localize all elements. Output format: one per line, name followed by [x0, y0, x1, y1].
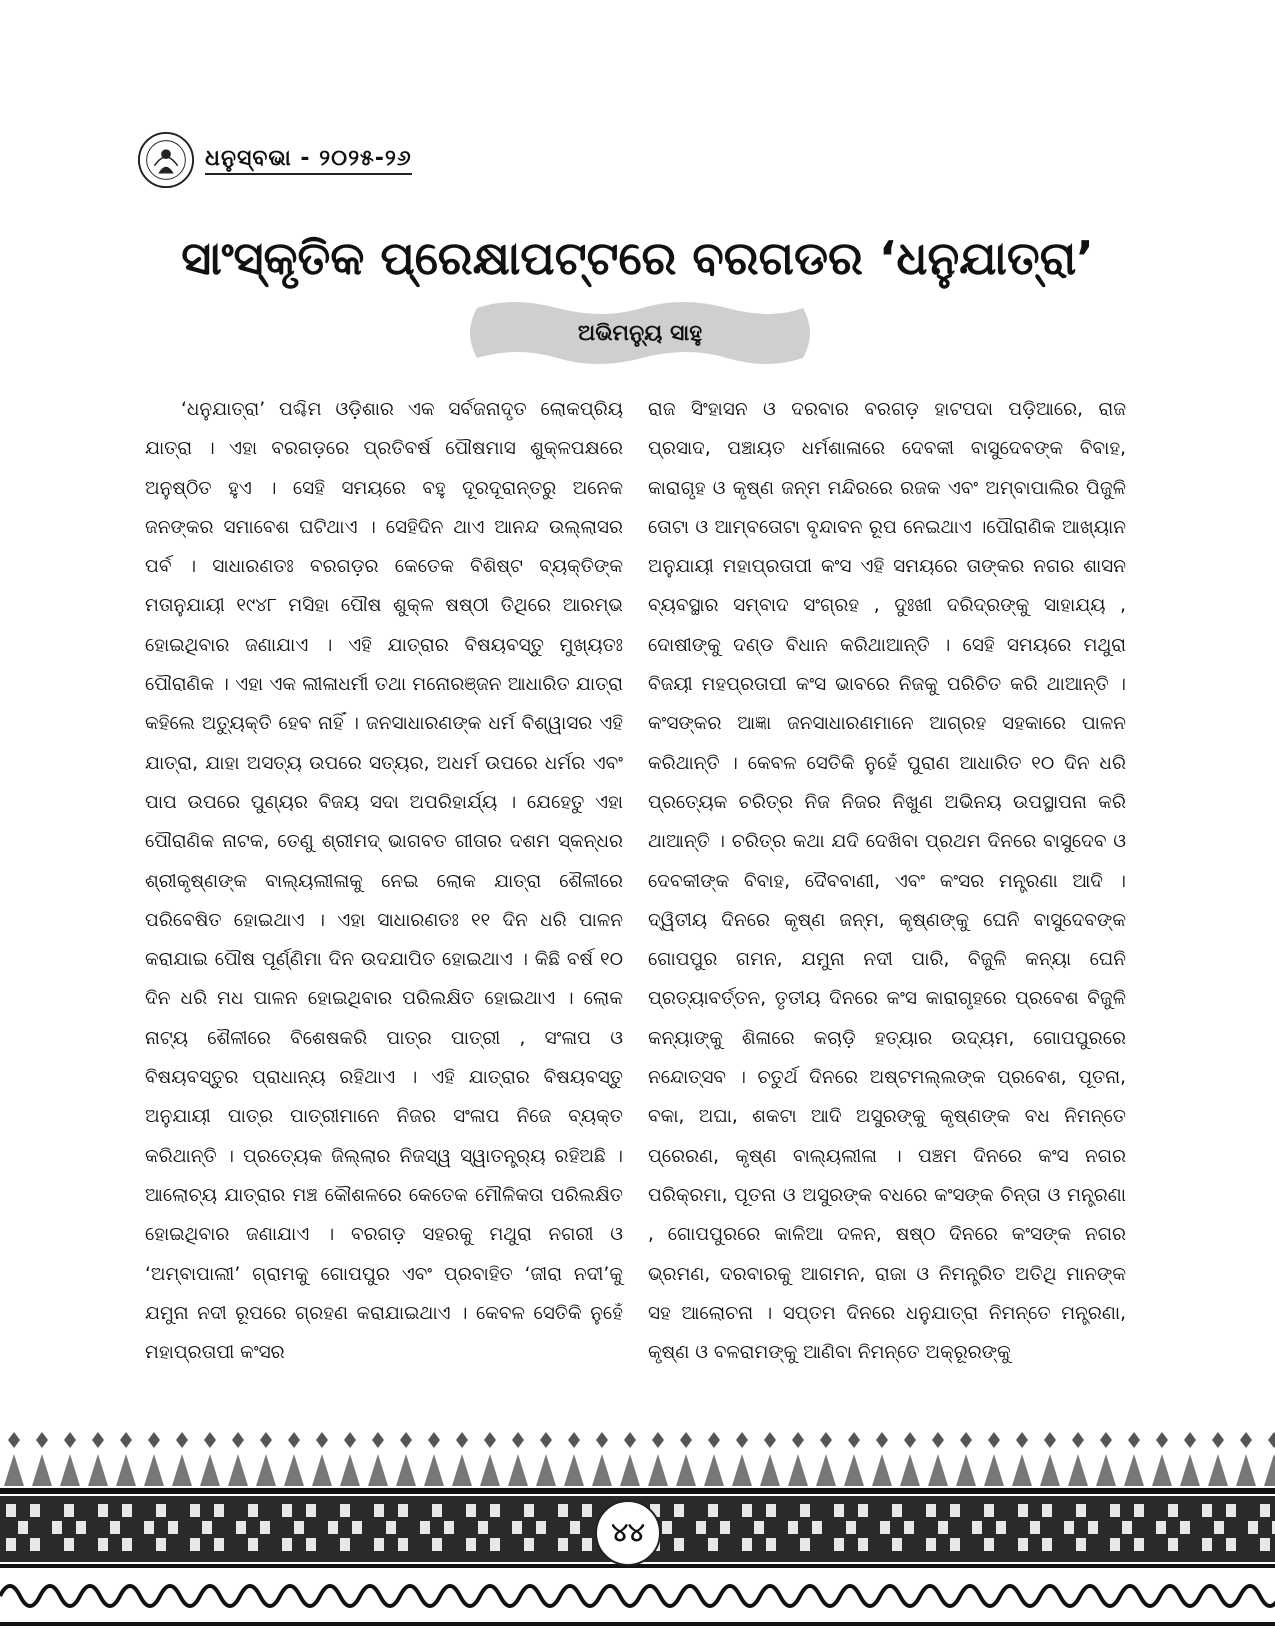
article-title: ସାଂସ୍କୃତିକ ପ୍ରେକ୍ଷାପଟ୍ଟରେ ବରଗଡର ‘ଧନୁଯାତ୍ରା’ — [181, 231, 1094, 285]
triangle-row — [4, 1454, 1275, 1486]
diamond-row-top — [8, 1432, 1275, 1448]
author-banner — [467, 298, 813, 368]
author-name: ଅଭିମନ୍ୟୁ ସାହୁ — [577, 320, 703, 346]
circular-seal-logo — [137, 131, 195, 189]
article-column-left: ‘ଧନୁଯାତ୍ରା’ ପଶ୍ଚିମ ଓଡ଼ିଶାର ଏକ ସର୍ବଜନାଦୃତ ଲୋକପ୍ରିୟ ଯାତ୍ରା । ଏହା ବରଗଡ଼ରେ ପ୍ରତିବର୍ଷ ପୌଷମାସ ଶୁକ୍ଳପକ୍ଷରେ ଅନୁଷ୍ଠିତ ହୁଏ । ସେହି ସମୟରେ ବହୁ ଦୂରଦୂରାନ୍ତରୁ ଅନେକ ଜନଙ୍କର ସମାବେଶ ଘଟିଥାଏ । ସେହିଦିନ ଥାଏ ଆନନ୍ଦ ଉଲ୍ଲାସର ପର୍ବ । ସାଧାରଣତଃ ବରଗଡ଼ର କେତେକ ବିଶିଷ୍ଟ ବ୍ୟକ୍ତିଙ୍କ ମତାନୁଯାୟୀ ୧୯୪୮ ମସିହା ପୌଷ ଶୁକ୍ଳ ଷଷ୍ଠୀ ତିଥିରେ ଆରମ୍ଭ ହୋଇଥିବାର ଜଣାଯାଏ । ଏହି ଯାତ୍ରାର ବିଷୟବସ୍ତୁ ମୁଖ୍ୟତଃ ପୌରାଣିକ । ଏହା ଏକ ଲୀଳାଧର୍ମୀ ତଥା ମନୋରଞ୍ଜନ ଆଧାରିତ ଯାତ୍ରା କହିଲେ ଅତ୍ୟୁକ୍ତି ହେବ ନାହିଁ । ଜନସାଧାରଣଙ୍କ ଧର୍ମ ବିଶ୍ୱାସର ଏହି ଯାତ୍ରା, ଯାହା ଅସତ୍ୟ ଉପରେ ସତ୍ୟର, ଅଧର୍ମ ଉପରେ ଧର୍ମର ଏବଂ ପାପ ଉପରେ ପୁଣ୍ୟର ବିଜୟ ସଦା ଅପରିହାର୍ଯ୍ୟ । ଯେହେତୁ ଏହା ପୌରାଣିକ ନାଟକ, ତେଣୁ ଶ୍ରୀମଦ୍ ଭାଗବତ ଗୀତାର ଦଶମ ସ୍କନ୍ଧର ଶ୍ରୀକୃଷ୍ଣଙ୍କ ବାଲ୍ୟଲୀଳାକୁ ନେଇ ଲୋକ ଯାତ୍ରା ଶୈଳୀରେ ପରିବେଷିତ ହୋଇଥାଏ । ଏହା ସାଧାରଣତଃ ୧୧ ଦିନ ଧରି ପାଳନ କରାଯାଇ ପୌଷ ପୂର୍ଣ୍ଣିମା ଦିନ ଉଦଯାପିତ ହୋଇଥାଏ । କିଛି ବର୍ଷ ୧୦ ଦିନ ଧରି ମଧ ପାଳନ ହୋଇଥିବାର ପରିଲକ୍ଷିତ ହୋଇଥାଏ । ଲୋକ ନାଟ୍ୟ ଶୈଳୀରେ ବିଶେଷକରି ପାତ୍ର ପାତ୍ରୀ , ସଂଳାପ ଓ ବିଷୟବସ୍ତୁର ପ୍ରାଧାନ୍ୟ ରହିଥାଏ । ଏହି ଯାତ୍ରାର ବିଷୟବସ୍ତୁ ଅନୁଯାୟୀ ପାତ୍ର ପାତ୍ରୀମାନେ ନିଜର ସଂଳାପ ନିଜେ ବ୍ୟକ୍ତ କରିଥାନ୍ତି । ପ୍ରତ୍ୟେକ ଜିଲ୍ଲାର ନିଜସ୍ୱ ସ୍ୱାତନ୍ତ୍ର୍ୟ ରହିଅଛି । ଆଲୋଚ୍ୟ ଯାତ୍ରାର ମଞ୍ଚ କୌଶଳରେ କେତେକ ମୌଳିକତା ପରିଲକ୍ଷିତ ହୋଇଥିବାର ଜଣାଯାଏ । ବରଗଡ଼ ସହରକୁ ମଥୁରା ନଗରୀ ଓ ‘ଅମ୍ବାପାଲୀ’ ଗ୍ରାମକୁ ଗୋପପୁର ଏବଂ ପ୍ରବାହିତ ‘ଜୀରା ନଦୀ’କୁ ଯମୁନା ନଦୀ ରୂପରେ ଗ୍ରହଣ କରାଯାଇଥାଏ । କେବଳ ସେତିକି ନୁହେଁ ମହାପ୍ରତାପୀ କଂସର — [145, 399, 623, 1364]
page-header — [137, 130, 412, 190]
article-column-right: ରାଜ ସିଂହାସନ ଓ ଦରବାର ବରଗଡ଼ ହାଟପଦା ପଡ଼ିଆରେ, ରାଜ ପ୍ରସାଦ, ପଞ୍ଚାୟତ ଧର୍ମଶାଳାରେ ଦେବକୀ ବାସୁଦେବଙ୍କ ବିବାହ, କାରାଗୃହ ଓ କୃଷ୍ଣ ଜନ୍ମ ମନ୍ଦିରରେ ରଜକ ଏବଂ ଅମ୍ବାପାଲିର ପିଜୁଳି ତୋଟା ଓ ଆମ୍ବତୋଟା ବୃନ୍ଦାବନ ରୂପ ନେଇଥାଏ ।ପୌରାଣିକ ଆଖ୍ୟାନ ଅନୁଯାୟୀ ମହାପ୍ରତାପୀ କଂସ ଏହି ସମୟରେ ତାଙ୍କର ନଗର ଶାସନ ବ୍ୟବସ୍ଥାର ସମ୍ବାଦ ସଂଗ୍ରହ , ଦୁଃଖୀ ଦରିଦ୍ରଙ୍କୁ ସାହାଯ୍ୟ , ଦୋଷୀଙ୍କୁ ଦଣ୍ଡ ବିଧାନ କରିଥାଆନ୍ତି । ସେହି ସମୟରେ ମଥୁରା ବିଜୟୀ ମହପ୍ରତାପୀ କଂସ ଭାବରେ ନିଜକୁ ପରିଚିତ କରି ଥାଆନ୍ତି । କଂସଙ୍କର ଆଜ୍ଞା ଜନସାଧାରଣମାନେ ଆଗ୍ରହ ସହକାରେ ପାଳନ କରିଥାନ୍ତି । କେବଳ ସେତିକି ନୁହେଁ ପୁରାଣ ଆଧାରିତ ୧୦ ଦିନ ଧରି ପ୍ରତ୍ୟେକ ଚରିତ୍ର ନିଜ ନିଜର ନିଖୁଣ ଅଭିନୟ ଉପସ୍ଥାପନା କରି ଥାଆନ୍ତି । ଚରିତ୍ର କଥା ଯଦି ଦେଖିବା ପ୍ରଥମ ଦିନରେ ବାସୁଦେବ ଓ ଦେବକୀଙ୍କ ବିବାହ, ଦୈବବାଣୀ, ଏବଂ କଂସର ମନ୍ତ୍ରଣା ଆଦି । ଦ୍ୱିତୀୟ ଦିନରେ କୃଷ୍ଣ ଜନ୍ମ, କୃଷ୍ଣଙ୍କୁ ଘେନି ବାସୁଦେବଙ୍କ ଗୋପପୁର ଗମନ, ଯମୁନା ନଦୀ ପାରି, ବିଜୁଳି କନ୍ୟା ଘେନି ପ୍ରତ୍ୟାବର୍ତ୍ତନ, ତୃତୀୟ ଦିନରେ କଂସ କାରାଗୃହରେ ପ୍ରବେଶ ବିଜୁଳି କନ୍ୟାଙ୍କୁ ଶିଳାରେ କଚାଡ଼ି ହତ୍ୟାର ଉଦ୍ୟମ, ଗୋପପୁରରେ ନନ୍ଦୋତ୍ସବ । ଚତୁର୍ଥ ଦିନରେ ଅଷ୍ଟମଲ୍ଲଙ୍କ ପ୍ରବେଶ, ପୂତନା, ବକା, ଅଘା, ଶକଟା ଆଦି ଅସୁରଙ୍କୁ କୃଷ୍ଣଙ୍କ ବଧ ନିମନ୍ତେ ପ୍ରେରଣ, କୃଷ୍ଣ ବାଲ୍ୟଲୀଳା । ପଞ୍ଚମ ଦିନରେ କଂସ ନଗର ପରିକ୍ରମା, ପୂତନା ଓ ଅସୁରଙ୍କ ବଧରେ କଂସଙ୍କ ଚିନ୍ତା ଓ ମନ୍ତ୍ରଣା , ଗୋପପୁରରେ କାଳିଆ ଦଳନ, ଷଷ୍ଠ ଦିନରେ କଂସଙ୍କ ନଗର ଭ୍ରମଣ, ଦରବାରକୁ ଆଗମନ, ରାଜା ଓ ନିମନ୍ତ୍ରିତ ଅତିଥି ମାନଙ୍କ ସହ ଆଲୋଚନା । ସପ୍ତମ ଦିନରେ ଧନୁଯାତ୍ରା ନିମନ୍ତେ ମନ୍ତ୍ରଣା, କୃଷ୍ଣ ଓ ବଳରାମଙ୍କୁ ଆଣିବା ନିମନ୍ତେ ଅକ୍ରୂରଙ୍କୁ — [648, 399, 1126, 1364]
scroll-vine-border — [0, 1586, 1275, 1606]
page-number: ୪୪ — [595, 1500, 661, 1566]
magazine-header-text: ଧନୁସ୍ବଭା - ୨୦୨୫-୨୬ — [205, 146, 412, 175]
